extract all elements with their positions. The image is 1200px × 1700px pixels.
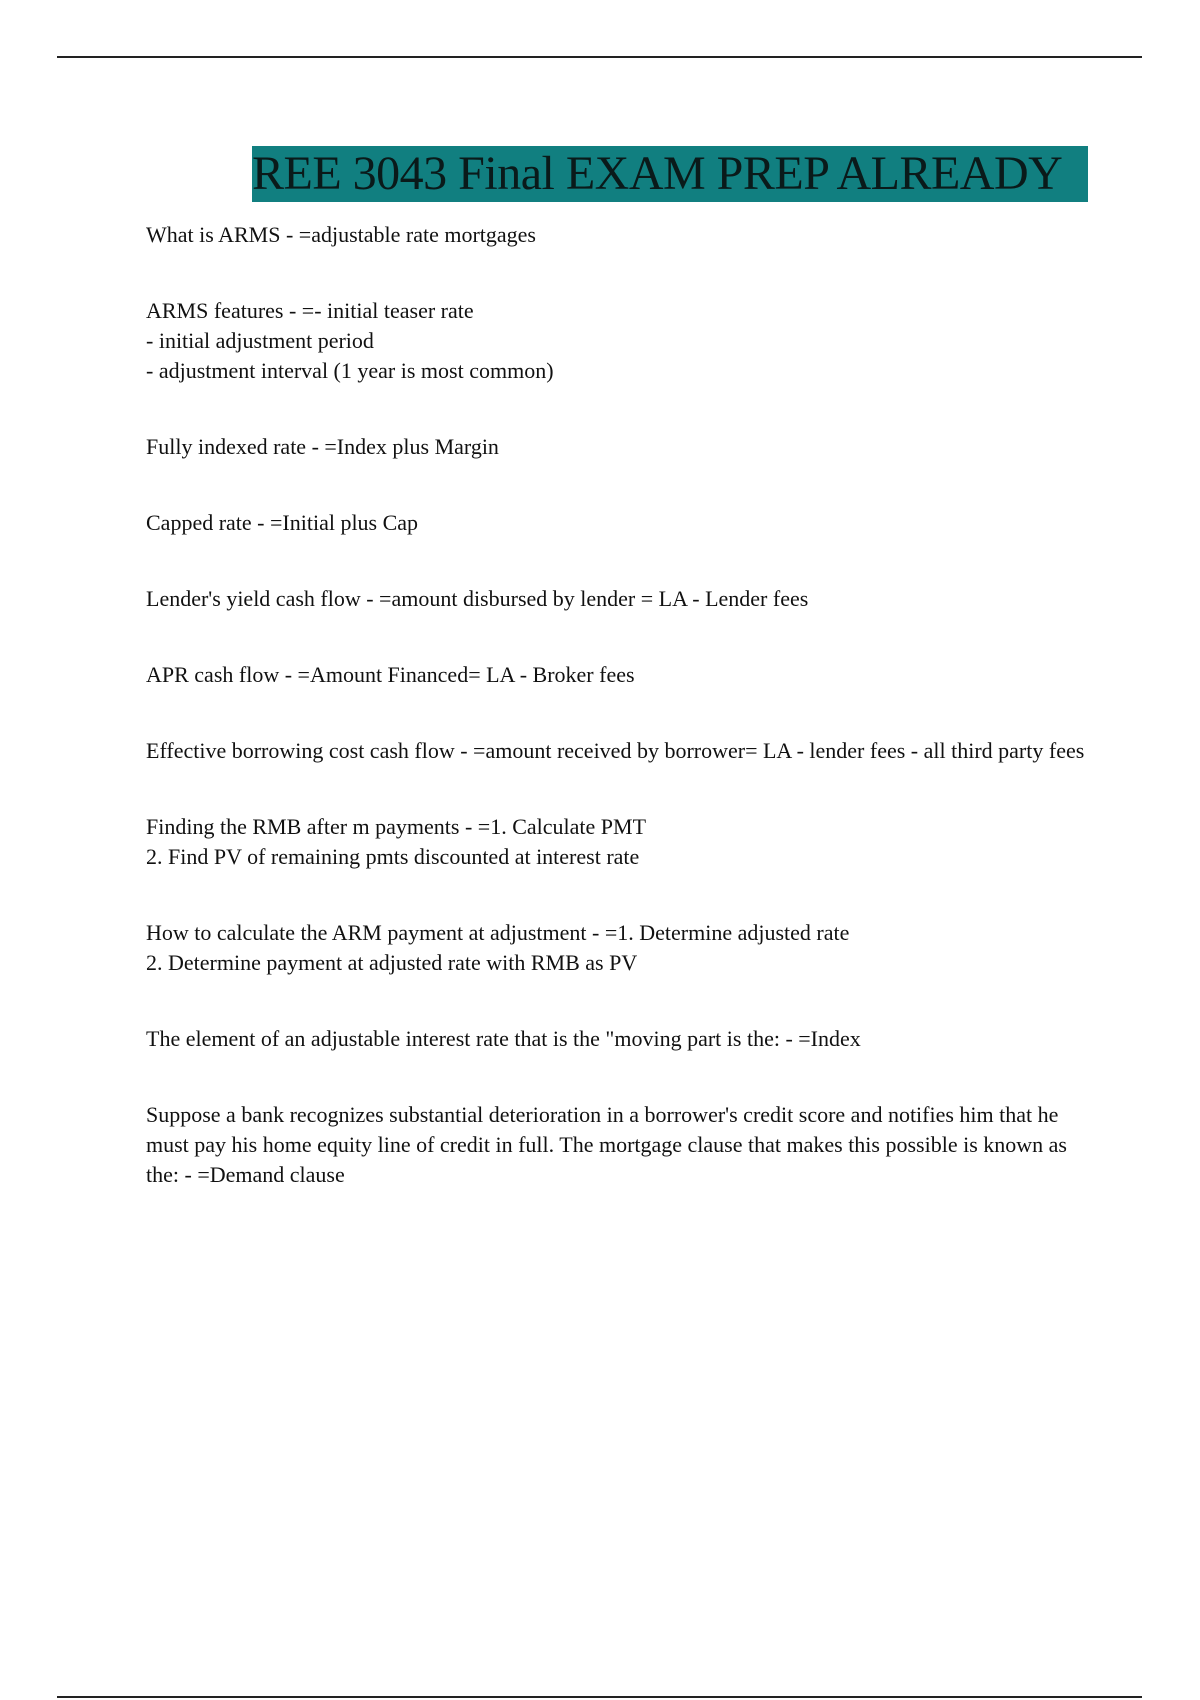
entry-line: Lender's yield cash flow - =amount disbursed by lender = LA - Lender fees: [146, 586, 809, 611]
entry-line: Fully indexed rate - =Index plus Margin: [146, 434, 499, 459]
entry-line: - adjustment interval (1 year is most common): [146, 358, 554, 383]
entry-line: Finding the RMB after m payments - =1. Calculate PMT: [146, 814, 647, 839]
document-body: [146, 220, 1086, 1190]
entry-line: What is ARMS - =adjustable rate mortgages: [146, 222, 536, 247]
entry-line: How to calculate the ARM payment at adjustment - =1. Determine adjusted rate: [146, 920, 850, 945]
qa-entry: [146, 736, 1086, 766]
qa-entry: [146, 508, 1086, 538]
bottom-rule: [57, 1696, 1142, 1698]
entry-line: APR cash flow - =Amount Financed= LA - Broker fees: [146, 662, 635, 687]
qa-entry: [146, 584, 1086, 614]
qa-entry: [146, 812, 1086, 872]
entry-line: Capped rate - =Initial plus Cap: [146, 510, 419, 535]
entry-line: Suppose a bank recognizes substantial deterioration in a borrower's credit score and notifies him that he must pay his home equity line of credit in full. The mortgage clause that makes this possible is known as the: - =Demand clause: [146, 1102, 1067, 1187]
document-title: REE 3043 Final EXAM PREP ALREADY: [252, 147, 1063, 200]
qa-entry: [146, 296, 1086, 386]
document-title-highlight: [252, 146, 1088, 202]
qa-entry: [146, 1024, 1086, 1054]
entry-line: ARMS features - =- initial teaser rate: [146, 298, 474, 323]
top-rule: [57, 56, 1142, 58]
entry-line: 2. Find PV of remaining pmts discounted at interest rate: [146, 844, 640, 869]
entry-line: 2. Determine payment at adjusted rate with RMB as PV: [146, 950, 638, 975]
qa-entry: [146, 432, 1086, 462]
entry-line: - initial adjustment period: [146, 328, 374, 353]
qa-entry: [146, 660, 1086, 690]
entry-line: Effective borrowing cost cash flow - =amount received by borrower= LA - lender fees - all third party fees: [146, 738, 1085, 763]
qa-entry: [146, 918, 1086, 978]
qa-entry: [146, 1100, 1086, 1190]
qa-entry: [146, 220, 1086, 250]
entry-line: The element of an adjustable interest rate that is the "moving part is the: - =Index: [146, 1026, 861, 1051]
